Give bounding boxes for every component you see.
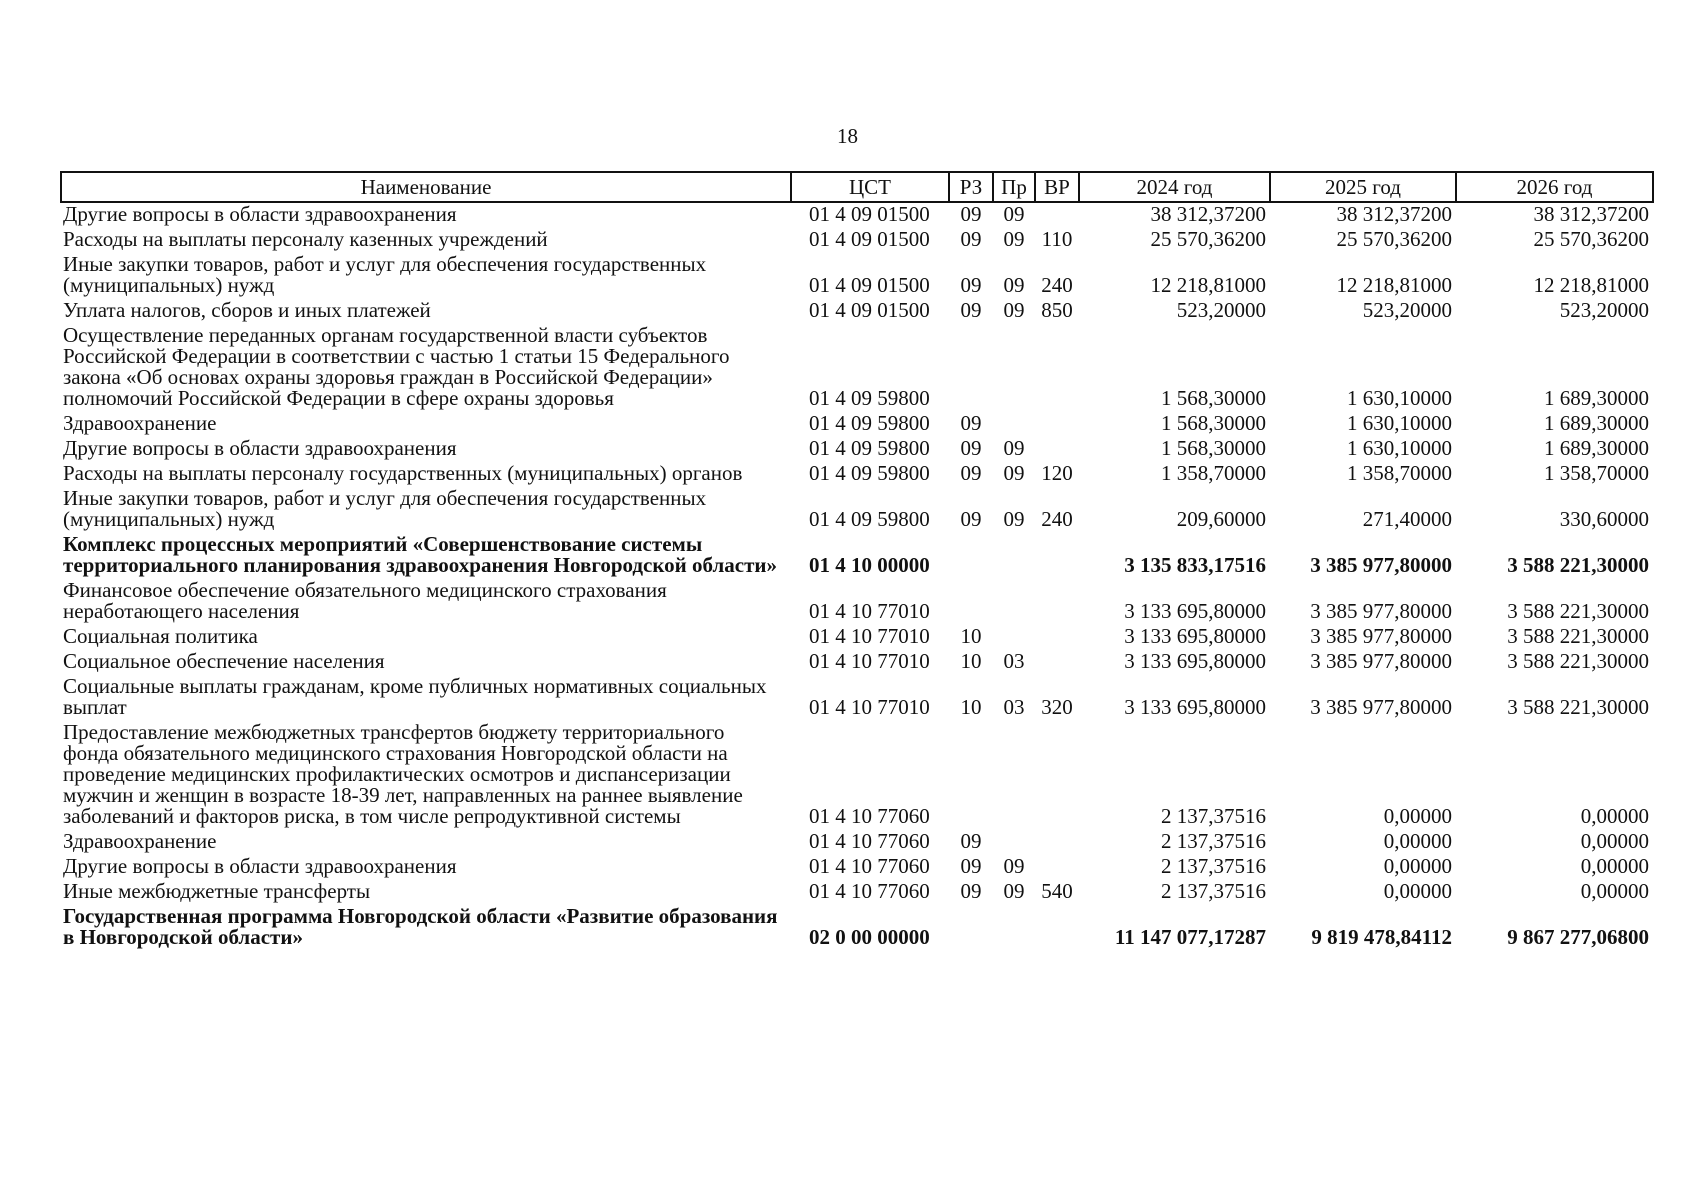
row-value-2026: 12 218,81000	[1533, 273, 1649, 297]
row-rz: 09	[960, 854, 982, 878]
table-row	[61, 324, 1653, 412]
row-cst: 01 4 10 00000	[809, 553, 930, 577]
row-value-2025: 1 630,10000	[1347, 386, 1452, 410]
row-vr: 240	[1041, 273, 1073, 297]
row-pr: 03	[1003, 695, 1025, 719]
row-cst: 01 4 10 77010	[809, 599, 930, 623]
row-pr	[993, 830, 1035, 855]
row-pr	[993, 625, 1035, 650]
row-rz: 10	[960, 624, 982, 648]
row-value-2025: 0,00000	[1383, 804, 1452, 828]
table-row	[61, 412, 1653, 437]
row-vr	[1035, 202, 1079, 228]
header-name: Наименование	[61, 172, 791, 202]
row-rz	[949, 324, 993, 412]
row-cst: 01 4 10 77060	[809, 854, 930, 878]
row-value-2025: 1 358,70000	[1347, 461, 1452, 485]
row-value-2026: 3 588 221,30000	[1507, 599, 1649, 623]
budget-table	[60, 171, 1654, 951]
table-row	[61, 905, 1653, 951]
row-vr	[1035, 324, 1079, 412]
row-name: Уплата налогов, сборов и иных платежей	[63, 298, 431, 322]
row-name: Здравоохранение	[63, 411, 217, 435]
header-2024: 2024 год	[1079, 172, 1270, 202]
row-value-2024: 3 133 695,80000	[1124, 649, 1266, 673]
row-value-2024: 2 137,37516	[1161, 879, 1266, 903]
row-rz: 09	[960, 507, 982, 531]
table-row	[61, 579, 1653, 625]
row-vr	[1035, 650, 1079, 675]
row-value-2025: 9 819 478,84112	[1311, 925, 1452, 949]
row-value-2025: 12 218,81000	[1336, 273, 1452, 297]
row-rz: 09	[960, 227, 982, 251]
row-pr: 09	[1003, 507, 1025, 531]
row-value-2024: 3 135 833,17516	[1124, 553, 1266, 577]
row-cst: 01 4 09 59800	[809, 386, 930, 410]
row-rz	[949, 721, 993, 830]
row-cst: 01 4 09 01500	[809, 227, 930, 251]
row-rz: 09	[960, 411, 982, 435]
row-pr	[993, 905, 1035, 951]
row-name: Иные закупки товаров, работ и услуг для обеспечения государственных (муниципальных) нужд	[63, 486, 707, 531]
row-name: Комплекс процессных мероприятий «Совершенствование системы территориального планирования здравоохранения Новгородской области»	[63, 532, 778, 577]
row-value-2025: 0,00000	[1383, 879, 1452, 903]
row-vr	[1035, 533, 1079, 579]
row-rz: 09	[960, 298, 982, 322]
row-rz: 09	[960, 202, 982, 226]
row-name: Здравоохранение	[63, 829, 217, 853]
row-cst: 02 0 00 00000	[809, 925, 930, 949]
row-value-2025: 38 312,37200	[1336, 202, 1452, 226]
table-row	[61, 487, 1653, 533]
row-pr: 09	[1003, 854, 1025, 878]
header-rz: РЗ	[949, 172, 993, 202]
row-pr	[993, 579, 1035, 625]
row-value-2025: 1 630,10000	[1347, 436, 1452, 460]
table-row	[61, 830, 1653, 855]
row-vr	[1035, 905, 1079, 951]
row-value-2026: 3 588 221,30000	[1507, 624, 1649, 648]
row-value-2026: 1 689,30000	[1544, 411, 1649, 435]
table-row	[61, 253, 1653, 299]
row-value-2025: 523,20000	[1362, 298, 1452, 322]
row-cst: 01 4 10 77010	[809, 695, 930, 719]
row-cst: 01 4 09 59800	[809, 461, 930, 485]
row-cst: 01 4 09 59800	[809, 436, 930, 460]
row-value-2024: 12 218,81000	[1150, 273, 1266, 297]
row-name: Государственная программа Новгородской области «Развитие образования в Новгородской области»	[63, 904, 778, 949]
table-row	[61, 533, 1653, 579]
row-pr	[993, 324, 1035, 412]
page-number: 18	[837, 124, 858, 148]
row-value-2025: 271,40000	[1362, 507, 1452, 531]
row-value-2024: 209,60000	[1176, 507, 1266, 531]
row-value-2026: 38 312,37200	[1533, 202, 1649, 226]
row-name: Осуществление переданных органам государственной власти субъектов Российской Федерации в соответствии с частью 1 статьи 15 Федерального закона «Об основах охраны здоровья граждан в Российской Федерации» полномочий Российской Федерации в сфере охраны здоровья	[63, 323, 730, 410]
row-name: Расходы на выплаты персоналу казенных учреждений	[63, 227, 548, 251]
row-value-2025: 3 385 977,80000	[1310, 553, 1452, 577]
row-value-2025: 1 630,10000	[1347, 411, 1452, 435]
row-rz: 09	[960, 273, 982, 297]
row-name: Другие вопросы в области здравоохранения	[63, 854, 457, 878]
row-cst: 01 4 10 77060	[809, 879, 930, 903]
row-value-2026: 1 689,30000	[1544, 436, 1649, 460]
row-rz: 09	[960, 436, 982, 460]
row-name: Другие вопросы в области здравоохранения	[63, 436, 457, 460]
row-name: Социальная политика	[63, 624, 258, 648]
header-2026: 2026 год	[1456, 172, 1653, 202]
row-rz: 09	[960, 461, 982, 485]
row-vr: 120	[1041, 461, 1073, 485]
row-value-2024: 3 133 695,80000	[1124, 624, 1266, 648]
row-pr: 09	[1003, 436, 1025, 460]
header-2025: 2025 год	[1270, 172, 1456, 202]
row-value-2026: 0,00000	[1580, 879, 1649, 903]
table-row	[61, 462, 1653, 487]
row-name: Иные закупки товаров, работ и услуг для обеспечения государственных (муниципальных) нужд	[63, 252, 707, 297]
row-value-2026: 3 588 221,30000	[1507, 553, 1649, 577]
row-rz: 10	[960, 695, 982, 719]
header-vr: ВР	[1035, 172, 1079, 202]
row-value-2025: 0,00000	[1383, 829, 1452, 853]
table-row	[61, 721, 1653, 830]
row-value-2024: 38 312,37200	[1150, 202, 1266, 226]
row-value-2024: 25 570,36200	[1150, 227, 1266, 251]
row-cst: 01 4 09 01500	[809, 298, 930, 322]
table-header	[61, 172, 1653, 202]
row-vr	[1035, 579, 1079, 625]
row-pr: 09	[1003, 202, 1025, 226]
table-row	[61, 675, 1653, 721]
row-pr: 09	[1003, 879, 1025, 903]
row-value-2024: 1 568,30000	[1161, 386, 1266, 410]
table-row	[61, 202, 1653, 228]
row-cst: 01 4 10 77010	[809, 624, 930, 648]
row-value-2024: 3 133 695,80000	[1124, 599, 1266, 623]
row-pr: 09	[1003, 273, 1025, 297]
table-row	[61, 855, 1653, 880]
row-value-2026: 0,00000	[1580, 854, 1649, 878]
row-vr	[1035, 412, 1079, 437]
row-vr	[1035, 437, 1079, 462]
row-value-2025: 3 385 977,80000	[1310, 695, 1452, 719]
row-name: Финансовое обеспечение обязательного медицинского страхования неработающего населения	[63, 578, 667, 623]
row-pr	[993, 721, 1035, 830]
row-value-2026: 25 570,36200	[1533, 227, 1649, 251]
row-value-2026: 1 689,30000	[1544, 386, 1649, 410]
row-name: Другие вопросы в области здравоохранения	[63, 202, 457, 226]
row-cst: 01 4 09 59800	[809, 507, 930, 531]
row-value-2024: 11 147 077,17287	[1114, 925, 1266, 949]
row-rz: 10	[960, 649, 982, 673]
row-vr: 540	[1041, 879, 1073, 903]
row-value-2026: 0,00000	[1580, 829, 1649, 853]
table-row	[61, 437, 1653, 462]
row-cst: 01 4 09 59800	[809, 411, 930, 435]
row-cst: 01 4 09 01500	[809, 273, 930, 297]
row-value-2024: 2 137,37516	[1161, 854, 1266, 878]
row-name: Иные межбюджетные трансферты	[63, 879, 371, 903]
row-value-2026: 9 867 277,06800	[1507, 925, 1649, 949]
row-rz: 09	[960, 879, 982, 903]
row-name: Социальные выплаты гражданам, кроме публичных нормативных социальных выплат	[63, 674, 767, 719]
row-vr	[1035, 721, 1079, 830]
row-value-2025: 3 385 977,80000	[1310, 649, 1452, 673]
row-pr	[993, 412, 1035, 437]
row-pr: 03	[1003, 649, 1025, 673]
row-value-2025: 25 570,36200	[1336, 227, 1452, 251]
header-pr: Пр	[993, 172, 1035, 202]
row-name: Расходы на выплаты персоналу государственных (муниципальных) органов	[63, 461, 743, 485]
row-value-2024: 3 133 695,80000	[1124, 695, 1266, 719]
row-value-2026: 523,20000	[1559, 298, 1649, 322]
row-vr	[1035, 830, 1079, 855]
row-rz	[949, 905, 993, 951]
row-pr: 09	[1003, 461, 1025, 485]
table-row	[61, 625, 1653, 650]
row-rz: 09	[960, 829, 982, 853]
row-vr: 110	[1041, 227, 1073, 251]
row-value-2024: 1 568,30000	[1161, 411, 1266, 435]
row-value-2025: 3 385 977,80000	[1310, 624, 1452, 648]
row-value-2024: 1 358,70000	[1161, 461, 1266, 485]
row-pr: 09	[1003, 298, 1025, 322]
row-value-2024: 2 137,37516	[1161, 829, 1266, 853]
row-vr	[1035, 625, 1079, 650]
row-cst: 01 4 10 77010	[809, 649, 930, 673]
row-vr: 320	[1041, 695, 1073, 719]
row-cst: 01 4 10 77060	[809, 829, 930, 853]
row-value-2024: 2 137,37516	[1161, 804, 1266, 828]
table-row	[61, 228, 1653, 253]
row-name: Предоставление межбюджетных трансфертов бюджету территориального фонда обязательного медицинского страхования Новгородской области на проведение медицинских профилактических осмотров и диспансеризации мужчин и женщин в возрасте 18-39 лет, направленных на раннее выявление заболеваний и факторов риска, в том числе репродуктивной системы	[63, 720, 743, 828]
row-value-2024: 1 568,30000	[1161, 436, 1266, 460]
row-value-2025: 3 385 977,80000	[1310, 599, 1452, 623]
row-value-2025: 0,00000	[1383, 854, 1452, 878]
row-name: Социальное обеспечение населения	[63, 649, 385, 673]
table-row	[61, 299, 1653, 324]
table-row	[61, 650, 1653, 675]
table-body	[61, 202, 1653, 951]
row-vr	[1035, 855, 1079, 880]
row-rz	[949, 533, 993, 579]
row-vr: 850	[1041, 298, 1073, 322]
row-vr: 240	[1041, 507, 1073, 531]
row-value-2026: 0,00000	[1580, 804, 1649, 828]
table-row	[61, 880, 1653, 905]
row-value-2026: 1 358,70000	[1544, 461, 1649, 485]
row-value-2024: 523,20000	[1176, 298, 1266, 322]
row-value-2026: 330,60000	[1559, 507, 1649, 531]
row-value-2026: 3 588 221,30000	[1507, 695, 1649, 719]
row-cst: 01 4 10 77060	[809, 804, 930, 828]
row-value-2026: 3 588 221,30000	[1507, 649, 1649, 673]
header-cst: ЦСТ	[791, 172, 949, 202]
row-pr: 09	[1003, 227, 1025, 251]
row-rz	[949, 579, 993, 625]
row-cst: 01 4 09 01500	[809, 202, 930, 226]
row-pr	[993, 533, 1035, 579]
